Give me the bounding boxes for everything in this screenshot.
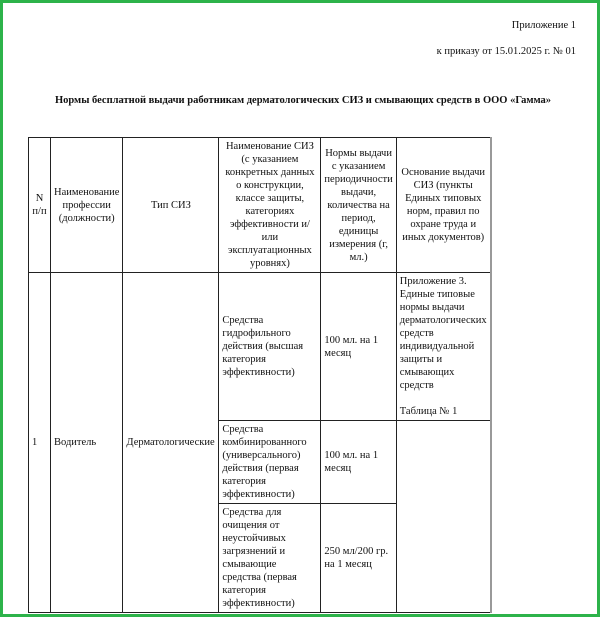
header-ppe-type: Тип СИЗ — [123, 138, 219, 273]
table-row — [29, 273, 491, 421]
order-reference: к приказу от 15.01.2025 г. № 01 — [436, 46, 576, 57]
appendix-label: Приложение 1 — [511, 20, 576, 31]
table-header-row — [29, 138, 491, 273]
norms-table — [28, 137, 492, 613]
ppe-item-norm: 100 мл. на 1 месяц — [321, 273, 396, 421]
ppe-item-name: Средства комбинированного (универсального) действия (первая категория эффективности) — [219, 421, 321, 504]
header-basis: Основание выдачи СИЗ (пункты Единых типовых норм, правил по охране труда и иных документов) — [396, 138, 490, 273]
ppe-item-norm: 250 мл/200 гр. на 1 месяц — [321, 504, 396, 613]
header-profession: Наименование профессии (должности) — [51, 138, 123, 273]
header-number: N п/п — [29, 138, 51, 273]
header-norms: Нормы выдачи с указанием периодичности выдачи, количества на период, единицы измерения (г, мл.) — [321, 138, 396, 273]
row-number: 1 — [29, 273, 51, 613]
basis-text: Приложение 3. Единые типовые нормы выдачи дерматологических средств индивидуальной защиты и смывающих средств — [399, 276, 487, 391]
ppe-item-norm: 100 мл. на 1 месяц — [321, 421, 396, 504]
ppe-item-name: Средства гидрофильного действия (высшая категория эффективности) — [219, 273, 321, 421]
row-ppe-type: Дерматологические — [123, 273, 219, 613]
document-title: Нормы бесплатной выдачи работникам дерматологических СИЗ и смывающих средств в ООО «Гамма» — [54, 95, 552, 106]
basis-table-ref: Таблица № 1 — [399, 406, 458, 417]
header-ppe-name: Наименование СИЗ (с указанием конкретных данных о конструкции, классе защиты, категориях эффективности и/или эксплуатационных уровнях) — [219, 138, 321, 273]
row-profession: Водитель — [51, 273, 123, 613]
basis-empty-cell — [396, 421, 490, 613]
row-basis — [396, 273, 490, 421]
ppe-item-name: Средства для очищения от неустойчивых загрязнений и смывающие средства (первая категория эффективности) — [219, 504, 321, 613]
